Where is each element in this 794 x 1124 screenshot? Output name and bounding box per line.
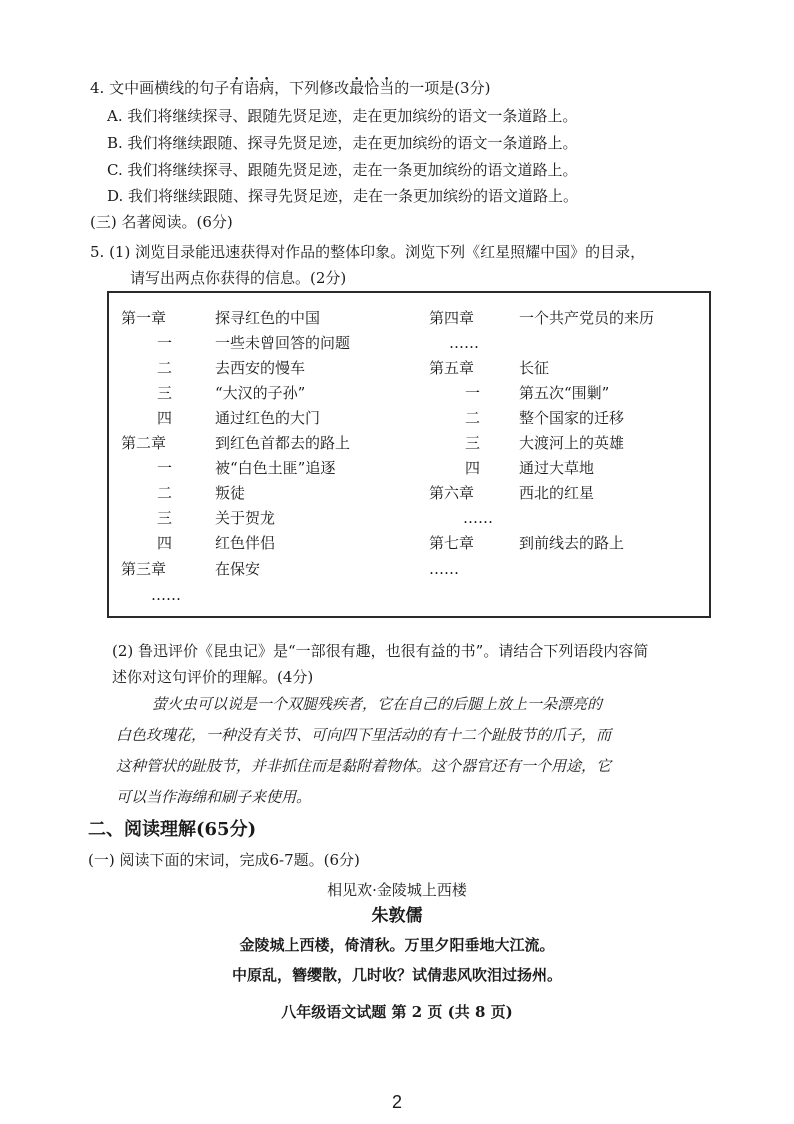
excerpt-line: 可以当作海绵和刷子来使用。 xyxy=(116,788,312,806)
q5-part2-line2: 述你对这句评价的理解。(4分) xyxy=(112,668,314,686)
toc-right-num: 三 xyxy=(465,434,481,452)
toc-right-num: 第六章 xyxy=(429,484,475,502)
q5-part1-line2: 请写出两点你获得的信息。(2分) xyxy=(130,269,347,287)
toc-box xyxy=(107,291,711,618)
q4-option-c: C. 我们将继续探寻、跟随先贤足迹，走在一条更加缤纷的语文道路上。 xyxy=(107,161,578,179)
part2-sub1: (一) 阅读下面的宋词，完成6-7题。(6分) xyxy=(88,851,360,869)
toc-left-title: 在保安 xyxy=(215,560,261,578)
section3-title: (三) 名著阅读。(6分) xyxy=(90,213,233,231)
toc-left-num: …… xyxy=(151,586,181,604)
toc-left-title: 关于贺龙 xyxy=(215,509,276,527)
toc-right-title: 大渡河上的英雄 xyxy=(519,434,625,452)
emphasis-char: 语 xyxy=(244,79,260,97)
poem-line: 金陵城上西楼，倚清秋。万里夕阳垂地大江流。 xyxy=(239,936,555,954)
toc-right-title: 到前线去的路上 xyxy=(519,534,625,552)
toc-right-title: 第五次“围剿” xyxy=(519,384,610,402)
emphasis-char: 当 xyxy=(379,79,395,97)
excerpt-line: 白色玫瑰花，一种没有关节、可向四下里活动的有十二个趾肢节的爪子，而 xyxy=(116,726,612,744)
page-number: 2 xyxy=(391,1092,402,1112)
toc-right-num: 第五章 xyxy=(429,359,475,377)
toc-right-num: …… xyxy=(449,334,479,352)
q4-stem: 4. 文中画横线的句子有语病，下列修改最恰当的一项是(3分) xyxy=(90,79,491,97)
toc-left-num: 二 xyxy=(157,359,173,377)
toc-left-title: 红色伴侣 xyxy=(215,534,276,552)
toc-left-title: 探寻红色的中国 xyxy=(215,309,321,327)
toc-left-num: 三 xyxy=(157,509,173,527)
toc-right-num: 一 xyxy=(465,384,481,402)
toc-right-title: 长征 xyxy=(519,359,550,377)
emphasis-char: 恰 xyxy=(364,79,380,97)
q5-part2-line1: (2) 鲁迅评价《昆虫记》是“一部很有趣，也很有益的书”。请结合下列语段内容简 xyxy=(112,642,649,660)
toc-left-num: 二 xyxy=(157,484,173,502)
toc-left-num: 一 xyxy=(157,459,173,477)
poem-title: 相见欢·金陵城上西楼 xyxy=(327,881,467,899)
toc-right-num: 第七章 xyxy=(429,534,475,552)
poem-line: 中原乱，簪缨散，几时收？试倩悲风吹泪过扬州。 xyxy=(231,966,562,984)
toc-right-num: 二 xyxy=(465,409,481,427)
toc-right-title: 一个共产党员的来历 xyxy=(519,309,655,327)
excerpt-line: 萤火虫可以说是一个双腿残疾者，它在自己的后腿上放上一朵漂亮的 xyxy=(152,695,603,713)
q4-option-d: D. 我们将继续跟随、探寻先贤足迹，走在一条更加缤纷的语文道路上。 xyxy=(107,187,579,205)
emphasis-char: 病 xyxy=(259,79,275,97)
toc-left-title: 被“白色土匪”追逐 xyxy=(215,459,336,477)
toc-left-num: 四 xyxy=(157,534,173,552)
toc-right-title: 整个国家的迁移 xyxy=(519,409,625,427)
q4-option-a: A. 我们将继续探寻、跟随先贤足迹，走在更加缤纷的语文一条道路上。 xyxy=(107,107,578,125)
toc-right-num: …… xyxy=(429,560,459,578)
poem-author: 朱敦儒 xyxy=(371,906,423,926)
toc-right-title: 西北的红星 xyxy=(519,484,595,502)
toc-left-title: 到红色首都去的路上 xyxy=(215,434,351,452)
excerpt-line: 这种管状的趾肢节，并非抓住而是黏附着物体。这个器官还有一个用途，它 xyxy=(116,757,612,775)
page-footer: 八年级语文试题 第 2 页 (共 8 页) xyxy=(281,1003,513,1021)
q4-option-b: B. 我们将继续跟随、探寻先贤足迹，走在更加缤纷的语文一条道路上。 xyxy=(107,134,578,152)
toc-left-num: 三 xyxy=(157,384,173,402)
toc-left-num: 第二章 xyxy=(121,434,167,452)
toc-left-title: 通过红色的大门 xyxy=(215,409,321,427)
toc-right-num: 第四章 xyxy=(429,309,475,327)
toc-right-title: 通过大草地 xyxy=(519,459,595,477)
emphasis-char: 有 xyxy=(229,79,245,97)
toc-left-num: 第三章 xyxy=(121,560,167,578)
q5-part1-line1: 5. (1) 浏览目录能迅速获得对作品的整体印象。浏览下列《红星照耀中国》的目录， xyxy=(90,243,646,261)
toc-left-title: “大汉的子孙” xyxy=(215,384,306,402)
toc-left-num: 四 xyxy=(157,409,173,427)
toc-right-num: …… xyxy=(463,509,493,527)
toc-left-title: 一些未曾回答的问题 xyxy=(215,334,351,352)
toc-left-num: 第一章 xyxy=(121,309,167,327)
toc-left-num: 一 xyxy=(157,334,173,352)
toc-left-title: 去西安的慢车 xyxy=(215,359,306,377)
toc-left-title: 叛徒 xyxy=(215,484,246,502)
emphasis-char: 最 xyxy=(349,79,365,97)
toc-right-num: 四 xyxy=(465,459,481,477)
part2-title: 二、阅读理解(65分) xyxy=(88,819,257,840)
